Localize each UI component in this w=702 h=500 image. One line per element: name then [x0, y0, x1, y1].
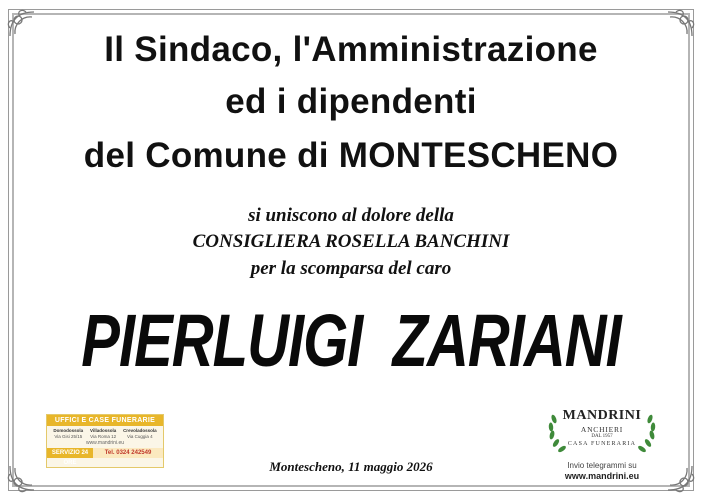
place-date: Montescheno, 11 maggio 2026 — [269, 459, 433, 474]
office-column — [123, 428, 157, 439]
corner-ornament-icon — [662, 460, 698, 496]
headline-line-1: Il Sindaco, l'Amministrazione — [104, 30, 598, 69]
office-column — [90, 428, 116, 439]
telegram-info — [544, 461, 660, 481]
headline-line-2: ed i dipendenti — [225, 82, 477, 121]
brand-since: DAL 1957 — [591, 434, 613, 439]
brand-sub: ANCHIERI — [580, 425, 624, 434]
message-line-3: per la scomparsa del caro — [250, 258, 452, 279]
office-city: Domodossola — [53, 428, 84, 433]
mandrini-logo — [544, 403, 660, 463]
card-header: UFFICI E CASE FUNERARIE — [47, 415, 163, 426]
telegram-text: Invio telegrammi su — [567, 461, 637, 470]
brand-tagline: CASA FUNERARIA — [567, 441, 637, 447]
message-line-1: si uniscono al dolore della — [248, 205, 454, 226]
funeral-home-card — [46, 414, 164, 468]
office-column — [53, 428, 83, 439]
office-line: Via Roma 12 — [90, 433, 117, 439]
office-line: Via Gisi 25/15 — [54, 433, 83, 439]
corner-ornament-icon — [4, 460, 40, 496]
service-label: SERVIZIO 24 ORE — [47, 448, 93, 458]
headline-line-3: del Comune di MONTESCHENO — [83, 136, 619, 175]
brand-name: MANDRINI — [562, 408, 642, 423]
card-website: www.mandrini.eu — [85, 440, 125, 446]
deceased-name: PIERLUIGI ZARIANI — [81, 299, 621, 383]
message-line-2: CONSIGLIERA ROSELLA BANCHINI — [192, 231, 510, 252]
office-city: Crevoladossola — [123, 428, 157, 433]
office-line: Via Cuggia 4 — [126, 433, 153, 439]
office-city: Villadossola — [90, 428, 117, 433]
telegram-website: www.mandrini.eu — [564, 471, 640, 481]
phone-number: Tel. 0324 242549 — [93, 448, 163, 458]
